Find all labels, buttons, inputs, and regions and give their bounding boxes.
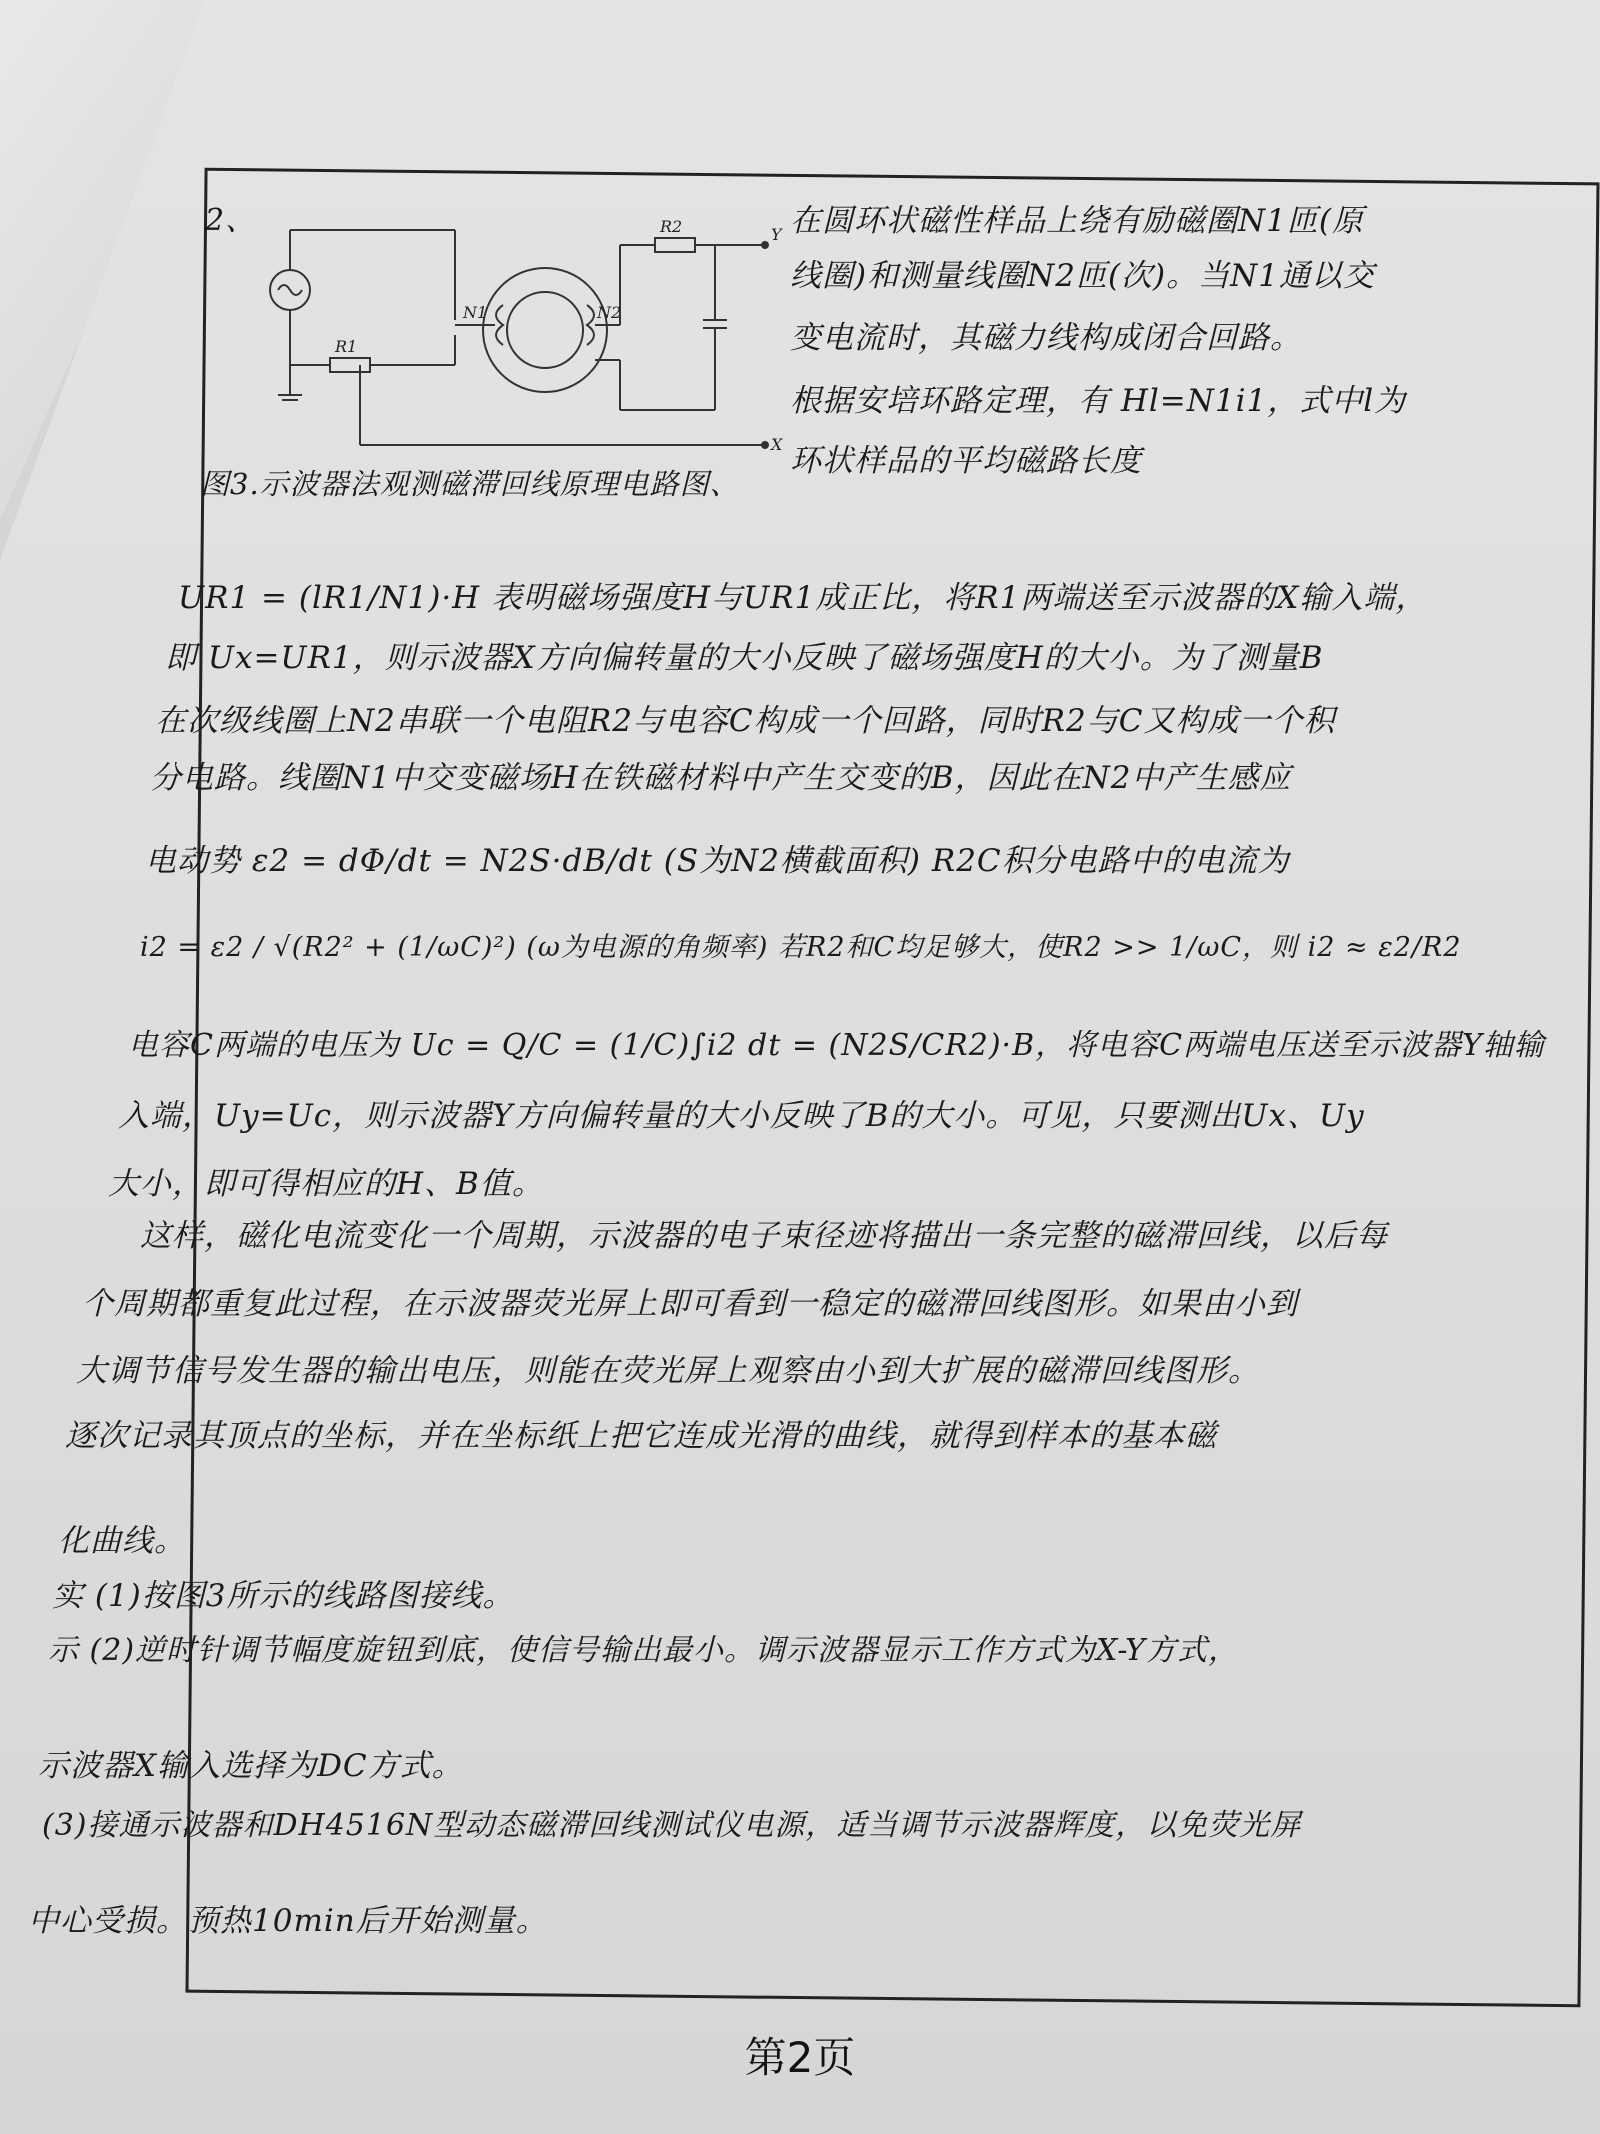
figure-number: 2、	[205, 203, 257, 238]
body-line-9: 大小，即可得相应的H、B值。	[108, 1166, 544, 1202]
body-line-7: 电容C两端的电压为 Uc = Q/C = (1/C)∫i2 dt = (N2S/CR2)·B，将电容C两端电压送至示波器Y轴输	[128, 1028, 1545, 1063]
body-line-15: 实 (1)按图3所示的线路图接线。	[52, 1578, 515, 1614]
resistor-r1	[330, 358, 370, 372]
right-text-line-3: 变电流时，其磁力线构成闭合回路。	[790, 320, 1302, 356]
body-line-10: 这样，磁化电流变化一个周期，示波器的电子束径迹将描出一条完整的磁滞回线，以后每	[140, 1218, 1388, 1254]
circuit-diagram	[245, 210, 785, 455]
label-n2: N2	[597, 303, 622, 322]
label-y: Y	[771, 225, 782, 244]
body-line-19: 中心受损。预热10min后开始测量。	[28, 1903, 548, 1939]
page-number: 第2页	[744, 2033, 856, 2082]
body-line-3: 在次级线圈上N2串联一个电阻R2与电容C构成一个回路，同时R2与C又构成一个积	[155, 703, 1336, 739]
body-line-17: 示波器X输入选择为DC方式。	[38, 1748, 464, 1784]
body-line-2: 即 Ux=UR1，则示波器X方向偏转量的大小反映了磁场强度H的大小。为了测量B	[165, 640, 1324, 676]
right-text-line-4: 根据安培环路定理，有 Hl=N1i1，式中l为	[790, 383, 1407, 419]
body-line-8: 入端，Uy=Uc，则示波器Y方向偏转量的大小反映了B的大小。可见，只要测出Ux、Uy	[118, 1098, 1365, 1134]
right-text-line-5: 环状样品的平均磁路长度	[790, 443, 1142, 479]
resistor-r2	[655, 238, 695, 252]
figure-caption: 图3.示波器法观测磁滞回线原理电路图、	[200, 467, 740, 501]
right-text-line-2: 线圈)和测量线圈N2匝(次)。当N1通以交	[790, 258, 1375, 294]
toroid-inner	[507, 292, 583, 368]
body-line-18: (3)接通示波器和DH4516N型动态磁滞回线测试仪电源，适当调节示波器辉度，以免荧光屏	[42, 1808, 1302, 1843]
right-text-line-1: 在圆环状磁性样品上绕有励磁圈N1匝(原	[790, 203, 1364, 239]
label-x: X	[771, 435, 783, 454]
label-r2: R2	[660, 217, 683, 236]
body-line-5: 电动势 ε2 = dΦ/dt = N2S·dB/dt (S为N2横截面积) R2C积分电路中的电流为	[145, 843, 1290, 879]
body-line-14: 化曲线。	[58, 1523, 186, 1559]
body-line-16: 示 (2)逆时针调节幅度旋钮到底，使信号输出最小。调示波器显示工作方式为X-Y方式，	[48, 1633, 1239, 1668]
body-line-13: 逐次记录其顶点的坐标，并在坐标纸上把它连成光滑的曲线，就得到样本的基本磁	[65, 1418, 1217, 1454]
label-n1: N1	[463, 303, 488, 322]
body-line-12: 大调节信号发生器的输出电压，则能在荧光屏上观察由小到大扩展的磁滞回线图形。	[76, 1353, 1260, 1389]
label-r1: R1	[335, 337, 358, 356]
body-line-6: i2 = ε2 / √(R2² + (1/ωC)²) (ω为电源的角频率) 若R2和C均足够大，使R2 >> 1/ωC，则 i2 ≈ ε2/R2	[140, 932, 1462, 963]
body-line-1: UR1 = (lR1/N1)·H 表明磁场强度H与UR1成正比，将R1两端送至示波器的X输入端，	[178, 580, 1428, 616]
body-line-4: 分电路。线圈N1中交变磁场H在铁磁材料中产生交变的B，因此在N2中产生感应	[150, 760, 1292, 796]
toroid-outer	[483, 268, 607, 392]
body-line-11: 个周期都重复此过程，在示波器荧光屏上即可看到一稳定的磁滞回线图形。如果由小到	[82, 1286, 1298, 1322]
